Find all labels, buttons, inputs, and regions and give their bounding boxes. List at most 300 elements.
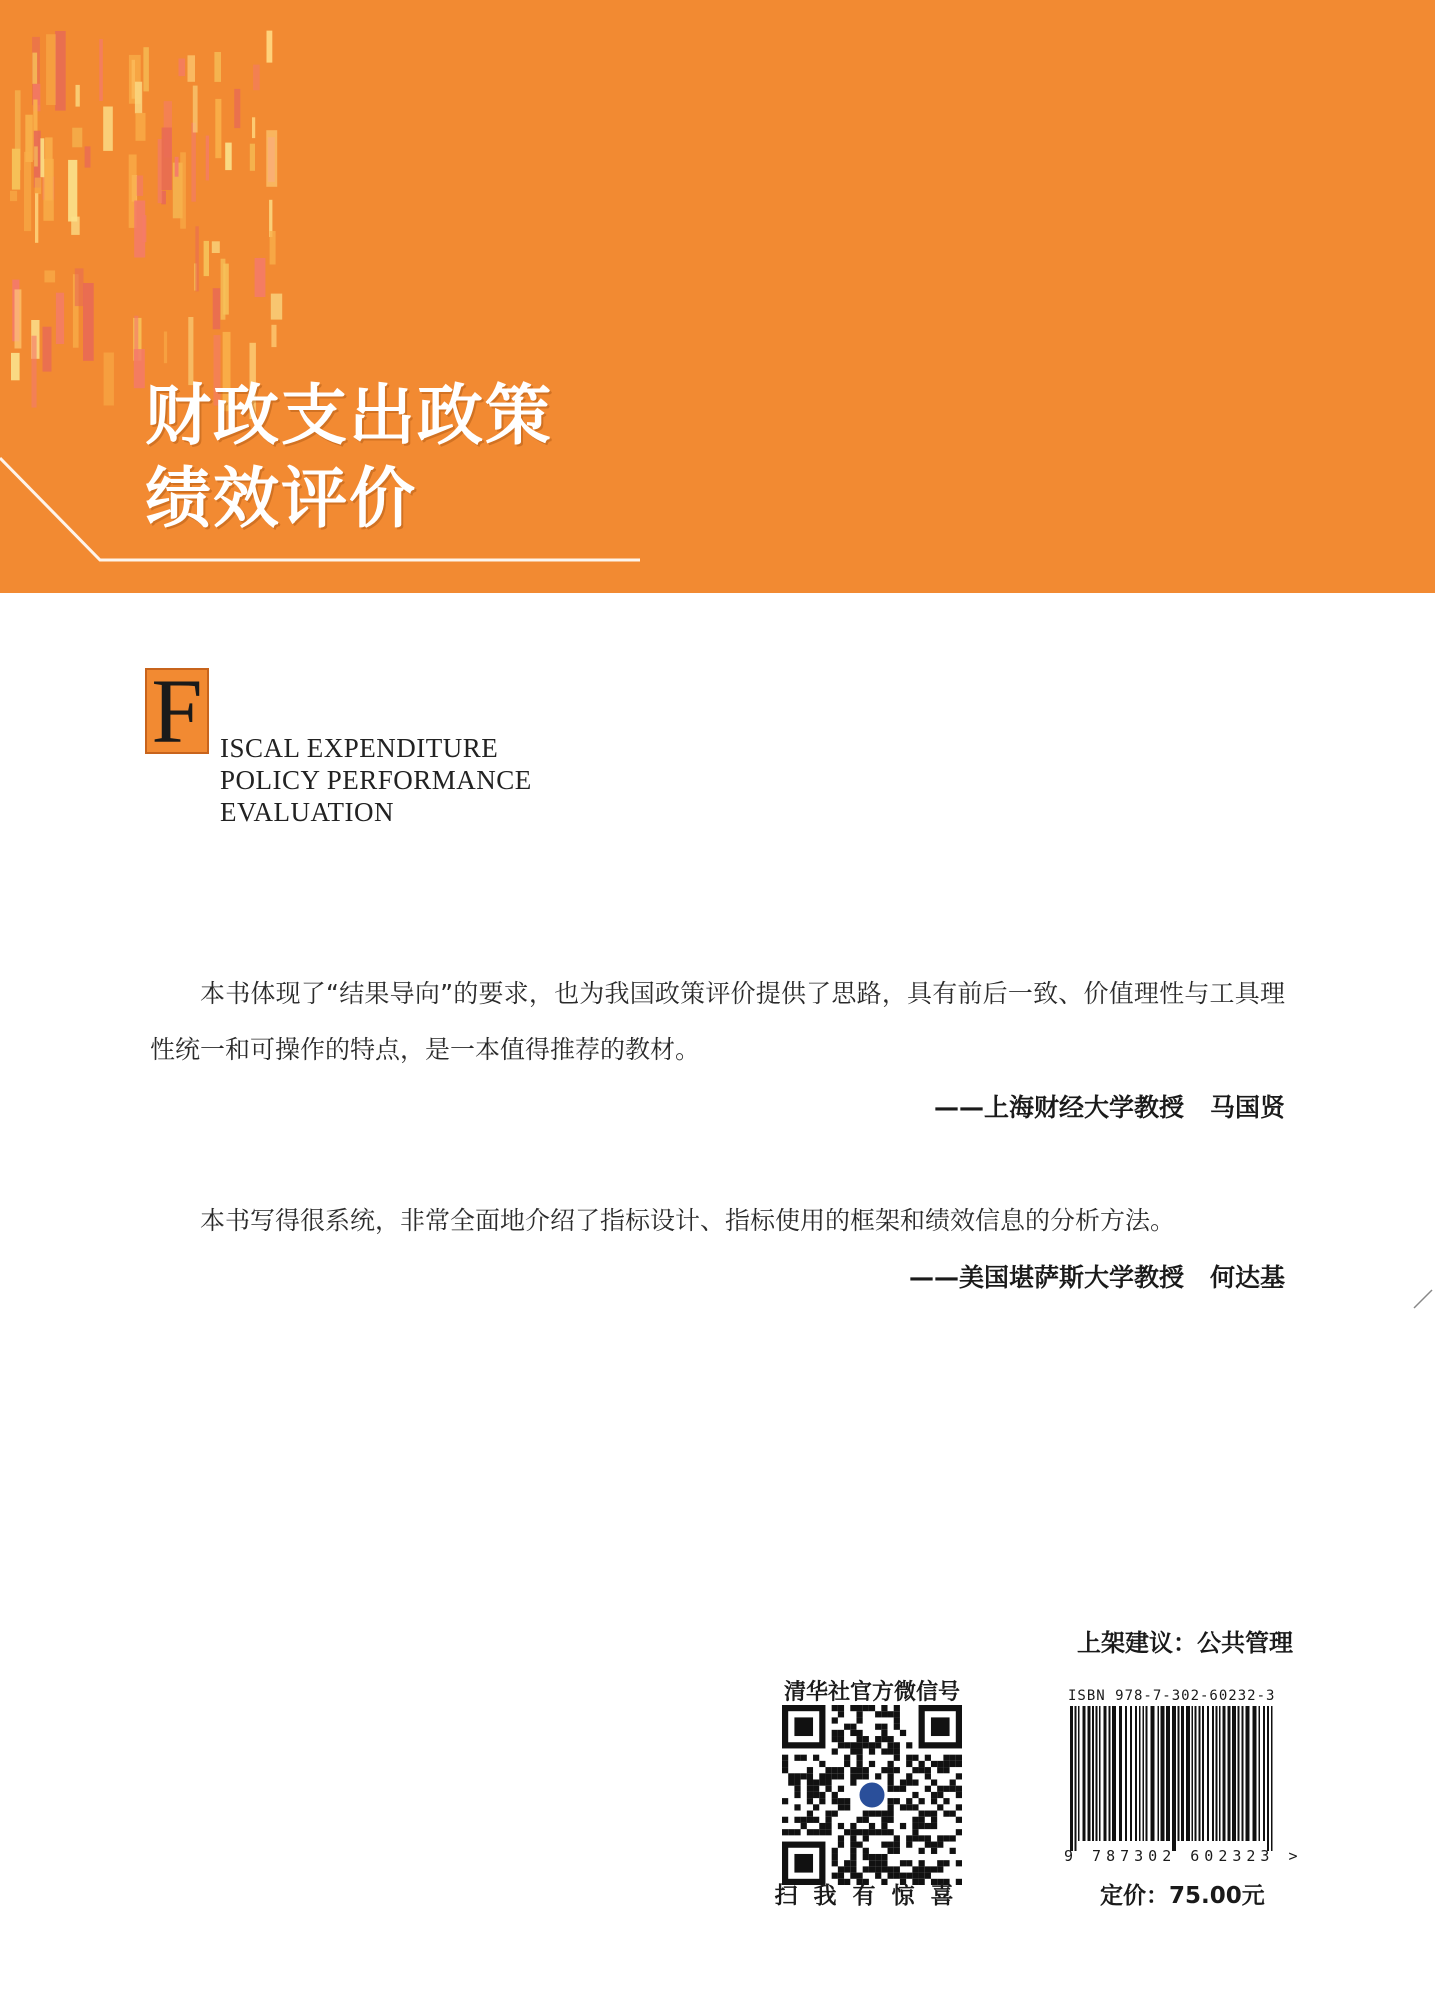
qr-module: [925, 1823, 931, 1829]
qr-module: [850, 1823, 856, 1829]
qr-module: [912, 1866, 918, 1872]
barcode-stripe: [1178, 1706, 1180, 1841]
qr-module: [869, 1761, 875, 1767]
isbn-barcode: [1068, 1706, 1278, 1851]
qr-module: [950, 1848, 956, 1854]
qr-module: [937, 1804, 943, 1810]
qr-module: [801, 1817, 807, 1823]
qr-module: [925, 1755, 931, 1761]
qr-module: [832, 1736, 838, 1742]
qr-module: [863, 1736, 869, 1742]
qr-module: [931, 1866, 937, 1872]
barcode-stripe: [1242, 1706, 1244, 1841]
book-price: 定价：75.00元: [1100, 1883, 1265, 1909]
barcode-stripe: [1104, 1706, 1107, 1841]
qr-module: [894, 1767, 900, 1773]
qr-module: [894, 1742, 900, 1748]
qr-module: [925, 1773, 931, 1779]
qr-module: [881, 1842, 887, 1848]
qr-module: [950, 1811, 956, 1817]
qr-module: [925, 1811, 931, 1817]
qr-module: [943, 1835, 949, 1841]
qr-module: [894, 1748, 900, 1754]
qr-module: [906, 1773, 912, 1779]
qr-module: [801, 1823, 807, 1829]
qr-module: [832, 1730, 838, 1736]
decorative-bar: [135, 82, 142, 114]
qr-module: [863, 1773, 869, 1779]
decorative-bar: [75, 268, 84, 306]
qr-module: [881, 1736, 887, 1742]
decorative-bar: [253, 65, 260, 91]
qr-module: [869, 1860, 875, 1866]
qr-module: [807, 1767, 813, 1773]
qr-module: [782, 1767, 788, 1773]
qr-module: [838, 1786, 844, 1792]
qr-module: [888, 1848, 894, 1854]
qr-module: [931, 1823, 937, 1829]
barcode-stripe: [1075, 1706, 1077, 1851]
qr-code-caption: 清华社官方微信号: [783, 1680, 960, 1705]
qr-module: [943, 1755, 949, 1761]
qr-module: [906, 1860, 912, 1866]
qr-module: [912, 1792, 918, 1798]
decorative-bar: [250, 144, 255, 171]
barcode-stripe: [1186, 1706, 1190, 1841]
endorsement-text-2: 本书写得很系统，非常全面地介绍了指标设计、指标使用的框架和绩效信息的分析方法。: [200, 1206, 1176, 1235]
english-title-line-3: EVALUATION: [220, 797, 394, 827]
qr-module: [863, 1817, 869, 1823]
endorsement-attribution-2: [909, 1258, 1285, 1294]
qr-module: [888, 1779, 894, 1785]
qr-module: [875, 1742, 881, 1748]
decorative-bar: [46, 34, 56, 105]
decorative-bar: [234, 89, 240, 128]
qr-module: [937, 1835, 943, 1841]
qr-module: [850, 1854, 856, 1860]
qr-module: [844, 1761, 850, 1767]
qr-module: [937, 1842, 943, 1848]
qr-module: [943, 1798, 949, 1804]
qr-module: [794, 1779, 800, 1785]
qr-module: [869, 1829, 875, 1835]
book-title-line-1: 财政支出政策: [145, 376, 553, 454]
qr-module: [925, 1786, 931, 1792]
qr-module: [794, 1792, 800, 1798]
qr-module: [782, 1761, 788, 1767]
qr-module: [943, 1811, 949, 1817]
barcode-stripe: [1192, 1706, 1194, 1841]
qr-module: [832, 1717, 838, 1723]
qr-module: [937, 1761, 943, 1767]
qr-module: [819, 1798, 825, 1804]
barcode-stripe: [1070, 1706, 1073, 1851]
decorative-bar: [213, 288, 221, 329]
qr-module: [943, 1860, 949, 1866]
qr-module: [919, 1823, 925, 1829]
qr-module: [912, 1779, 918, 1785]
qr-module: [844, 1829, 850, 1835]
qr-module: [888, 1842, 894, 1848]
qr-module: [807, 1798, 813, 1804]
qr-module: [888, 1811, 894, 1817]
barcode-stripe: [1146, 1706, 1148, 1841]
small-slash-mark: [1412, 1288, 1434, 1310]
qr-module: [881, 1748, 887, 1754]
qr-module: [881, 1811, 887, 1817]
qr-module: [950, 1761, 956, 1767]
barcode-stripe: [1263, 1706, 1265, 1841]
qr-module: [900, 1786, 906, 1792]
book-title-line-2: 绩效评价: [145, 459, 417, 537]
qr-module: [888, 1798, 894, 1804]
qr-module: [844, 1724, 850, 1730]
qr-module: [931, 1842, 937, 1848]
qr-module: [881, 1823, 887, 1829]
qr-module: [782, 1817, 788, 1823]
barcode-stripe: [1238, 1706, 1240, 1841]
qr-module: [825, 1786, 831, 1792]
qr-module: [838, 1823, 844, 1829]
qr-module: [856, 1755, 862, 1761]
barcode-stripe: [1083, 1706, 1086, 1841]
qr-module: [863, 1705, 869, 1711]
qr-module: [906, 1761, 912, 1767]
decorative-bar: [99, 39, 103, 101]
qr-module: [937, 1860, 943, 1866]
decorative-bar: [188, 55, 196, 82]
qr-module: [956, 1817, 962, 1823]
qr-module: [894, 1798, 900, 1804]
decorative-bar: [180, 152, 186, 228]
qr-module: [813, 1817, 819, 1823]
qr-module: [838, 1736, 844, 1742]
decorative-bar: [270, 231, 276, 265]
decorative-bar: [143, 47, 149, 91]
barcode-stripe: [1181, 1706, 1184, 1841]
barcode-stripe: [1135, 1706, 1137, 1841]
decorative-bar: [136, 113, 146, 141]
qr-module: [856, 1730, 862, 1736]
barcode-stripe: [1259, 1706, 1261, 1841]
qr-module: [850, 1724, 856, 1730]
qr-module: [850, 1730, 856, 1736]
qr-module: [888, 1736, 894, 1742]
qr-module: [912, 1835, 918, 1841]
qr-module: [819, 1779, 825, 1785]
qr-module: [937, 1786, 943, 1792]
qr-module: [807, 1811, 813, 1817]
qr-module: [894, 1848, 900, 1854]
qr-module: [863, 1829, 869, 1835]
qr-module: [875, 1811, 881, 1817]
barcode-stripe: [1219, 1706, 1221, 1841]
decorative-bar: [255, 258, 266, 297]
qr-module: [832, 1848, 838, 1854]
qr-module: [894, 1835, 900, 1841]
qr-module: [881, 1817, 887, 1823]
qr-module: [894, 1724, 900, 1730]
qr-module: [838, 1804, 844, 1810]
decorative-bar: [212, 241, 220, 253]
qr-module: [881, 1724, 887, 1730]
qr-module: [850, 1773, 856, 1779]
decorative-bar: [252, 117, 255, 138]
barcode-stripe: [1109, 1706, 1111, 1841]
qr-module: [912, 1817, 918, 1823]
decorative-bar: [35, 178, 41, 194]
qr-module: [819, 1829, 825, 1835]
qr-module: [881, 1860, 887, 1866]
barcode-stripe: [1139, 1706, 1141, 1841]
decorative-bar: [134, 316, 138, 361]
qr-module: [850, 1779, 856, 1785]
barcode-stripe: [1166, 1706, 1170, 1841]
qr-module: [838, 1866, 844, 1872]
barcode-stripe: [1161, 1706, 1165, 1841]
qr-module: [931, 1761, 937, 1767]
qr-module: [937, 1866, 943, 1872]
barcode-stripe: [1119, 1706, 1122, 1841]
qr-module: [888, 1748, 894, 1754]
qr-module: [956, 1829, 962, 1835]
qr-finder-square: [794, 1854, 813, 1873]
qr-module: [838, 1835, 844, 1841]
decorative-bar: [271, 325, 276, 347]
qr-module: [869, 1854, 875, 1860]
qr-module: [912, 1755, 918, 1761]
qr-module: [900, 1823, 906, 1829]
qr-module: [819, 1823, 825, 1829]
qr-module: [875, 1711, 881, 1717]
qr-finder-square: [931, 1717, 950, 1736]
decorative-bar: [32, 336, 37, 408]
qr-module: [844, 1860, 850, 1866]
qr-module: [813, 1779, 819, 1785]
qr-module: [850, 1705, 856, 1711]
qr-module: [819, 1773, 825, 1779]
qr-module: [894, 1866, 900, 1872]
qr-module: [825, 1767, 831, 1773]
decorative-bar: [195, 226, 198, 291]
qr-module: [888, 1804, 894, 1810]
qr-module: [807, 1817, 813, 1823]
qr-module: [906, 1755, 912, 1761]
qr-module: [869, 1811, 875, 1817]
qr-module: [807, 1773, 813, 1779]
qr-module: [838, 1705, 844, 1711]
qr-module: [794, 1755, 800, 1761]
qr-module: [919, 1798, 925, 1804]
decorative-bar: [179, 59, 186, 77]
barcode-stripe: [1223, 1706, 1226, 1841]
qr-module: [912, 1829, 918, 1835]
qr-module: [888, 1829, 894, 1835]
qr-module: [875, 1773, 881, 1779]
barcode-stripe: [1253, 1706, 1257, 1841]
qr-module: [906, 1804, 912, 1810]
barcode-stripe: [1158, 1706, 1160, 1841]
qr-module: [844, 1798, 850, 1804]
qr-module: [856, 1773, 862, 1779]
barcode-stripe: [1212, 1706, 1214, 1841]
decorative-bar: [225, 143, 232, 171]
qr-module: [950, 1755, 956, 1761]
qr-module: [850, 1848, 856, 1854]
qr-module: [919, 1866, 925, 1872]
qr-module: [881, 1767, 887, 1773]
qr-module: [875, 1860, 881, 1866]
decorative-bar: [158, 139, 162, 203]
qr-module: [894, 1717, 900, 1723]
qr-module: [875, 1724, 881, 1730]
qr-module: [950, 1835, 956, 1841]
barcode-stripe: [1246, 1706, 1250, 1841]
drop-cap-letter: F: [145, 668, 209, 754]
qr-module: [925, 1842, 931, 1848]
qr-code-footer: 扫我有惊喜: [774, 1883, 970, 1909]
qr-module: [856, 1705, 862, 1711]
qr-module: [943, 1761, 949, 1767]
qr-module: [888, 1767, 894, 1773]
qr-module: [875, 1866, 881, 1872]
qr-module: [850, 1842, 856, 1848]
qr-module: [856, 1829, 862, 1835]
endorsement-attribution-1: [934, 1088, 1285, 1124]
qr-module: [788, 1779, 794, 1785]
endorser-name: 何达基: [1209, 1263, 1285, 1292]
qr-module: [894, 1755, 900, 1761]
qr-module: [956, 1755, 962, 1761]
qr-module: [919, 1835, 925, 1841]
qr-module: [782, 1798, 788, 1804]
english-title-line-1: ISCAL EXPENDITURE: [220, 733, 499, 763]
qr-module: [856, 1742, 862, 1748]
decorative-bar: [271, 294, 282, 320]
decorative-bar: [71, 217, 80, 235]
qr-module: [919, 1761, 925, 1767]
qr-module: [850, 1866, 856, 1872]
decorative-bar: [134, 201, 145, 258]
qr-module: [838, 1730, 844, 1736]
decorative-bar: [56, 293, 64, 344]
qr-module: [869, 1742, 875, 1748]
qr-module: [856, 1717, 862, 1723]
qr-module: [931, 1798, 937, 1804]
qr-module: [919, 1817, 925, 1823]
qr-module: [894, 1842, 900, 1848]
qr-module: [943, 1767, 949, 1773]
qr-module: [850, 1829, 856, 1835]
qr-module: [850, 1748, 856, 1754]
decorative-bar: [55, 31, 66, 111]
qr-module: [931, 1848, 937, 1854]
qr-module: [794, 1773, 800, 1779]
qr-module: [906, 1835, 912, 1841]
barcode-number: 9 787302 602323 >: [1064, 1847, 1303, 1865]
qr-module: [856, 1842, 862, 1848]
decorative-bar: [68, 160, 77, 222]
endorsement-text-1: 本书体现了“结果导向”的要求，也为我国政策评价提供了思路，具有前后一致、价值理性与工具理性统一和可操作的特点，是一本值得推荐的教材。: [150, 979, 1285, 1064]
qr-module: [875, 1829, 881, 1835]
qr-module: [943, 1786, 949, 1792]
qr-module: [856, 1817, 862, 1823]
qr-module: [832, 1798, 838, 1804]
qr-module: [850, 1835, 856, 1841]
qr-module: [832, 1767, 838, 1773]
qr-module: [850, 1742, 856, 1748]
qr-module: [956, 1792, 962, 1798]
decorative-bar: [104, 353, 114, 406]
decorative-bar: [162, 128, 172, 191]
barcode-stripe: [1092, 1706, 1094, 1841]
qr-module: [813, 1786, 819, 1792]
qr-module: [813, 1829, 819, 1835]
decorative-bar: [34, 146, 38, 166]
qr-module: [807, 1779, 813, 1785]
endorser-name: 马国贤: [1209, 1093, 1285, 1122]
qr-module: [832, 1748, 838, 1754]
qr-module: [838, 1711, 844, 1717]
qr-module: [912, 1804, 918, 1810]
qr-module: [813, 1804, 819, 1810]
decorative-bar: [15, 289, 22, 348]
qr-module: [825, 1779, 831, 1785]
qr-module: [856, 1761, 862, 1767]
decorative-bar: [204, 241, 209, 276]
qr-module: [888, 1711, 894, 1717]
qr-code-image: [782, 1705, 962, 1885]
qr-module: [825, 1817, 831, 1823]
qr-module: [950, 1779, 956, 1785]
qr-module: [819, 1792, 825, 1798]
decorative-bar: [44, 270, 55, 282]
decorative-bar: [221, 259, 226, 320]
qr-module: [956, 1860, 962, 1866]
decorative-bar: [191, 123, 196, 202]
decorative-bar: [11, 353, 20, 380]
qr-module: [881, 1829, 887, 1835]
qr-module: [931, 1811, 937, 1817]
decorative-bar: [43, 327, 52, 372]
barcode-stripe: [1078, 1706, 1080, 1841]
decorative-bar: [32, 53, 37, 84]
qr-module: [788, 1773, 794, 1779]
qr-module: [956, 1761, 962, 1767]
qr-module: [881, 1854, 887, 1860]
qr-module: [794, 1817, 800, 1823]
qr-module: [807, 1829, 813, 1835]
orange-header-band: [0, 0, 1435, 593]
qr-module: [825, 1811, 831, 1817]
qr-module: [844, 1755, 850, 1761]
qr-center-logo: [858, 1781, 886, 1809]
decorative-bar: [175, 157, 179, 177]
qr-module: [813, 1792, 819, 1798]
qr-module: [956, 1804, 962, 1810]
qr-module: [950, 1786, 956, 1792]
qr-module: [788, 1829, 794, 1835]
shelf-suggestion: 上架建议：公共管理: [1077, 1629, 1293, 1657]
qr-finder-square: [794, 1717, 813, 1736]
qr-module: [888, 1866, 894, 1872]
barcode-stripe: [1216, 1706, 1218, 1841]
qr-module: [881, 1711, 887, 1717]
qr-module: [856, 1711, 862, 1717]
qr-module: [838, 1742, 844, 1748]
qr-module: [863, 1811, 869, 1817]
qr-module: [832, 1792, 838, 1798]
